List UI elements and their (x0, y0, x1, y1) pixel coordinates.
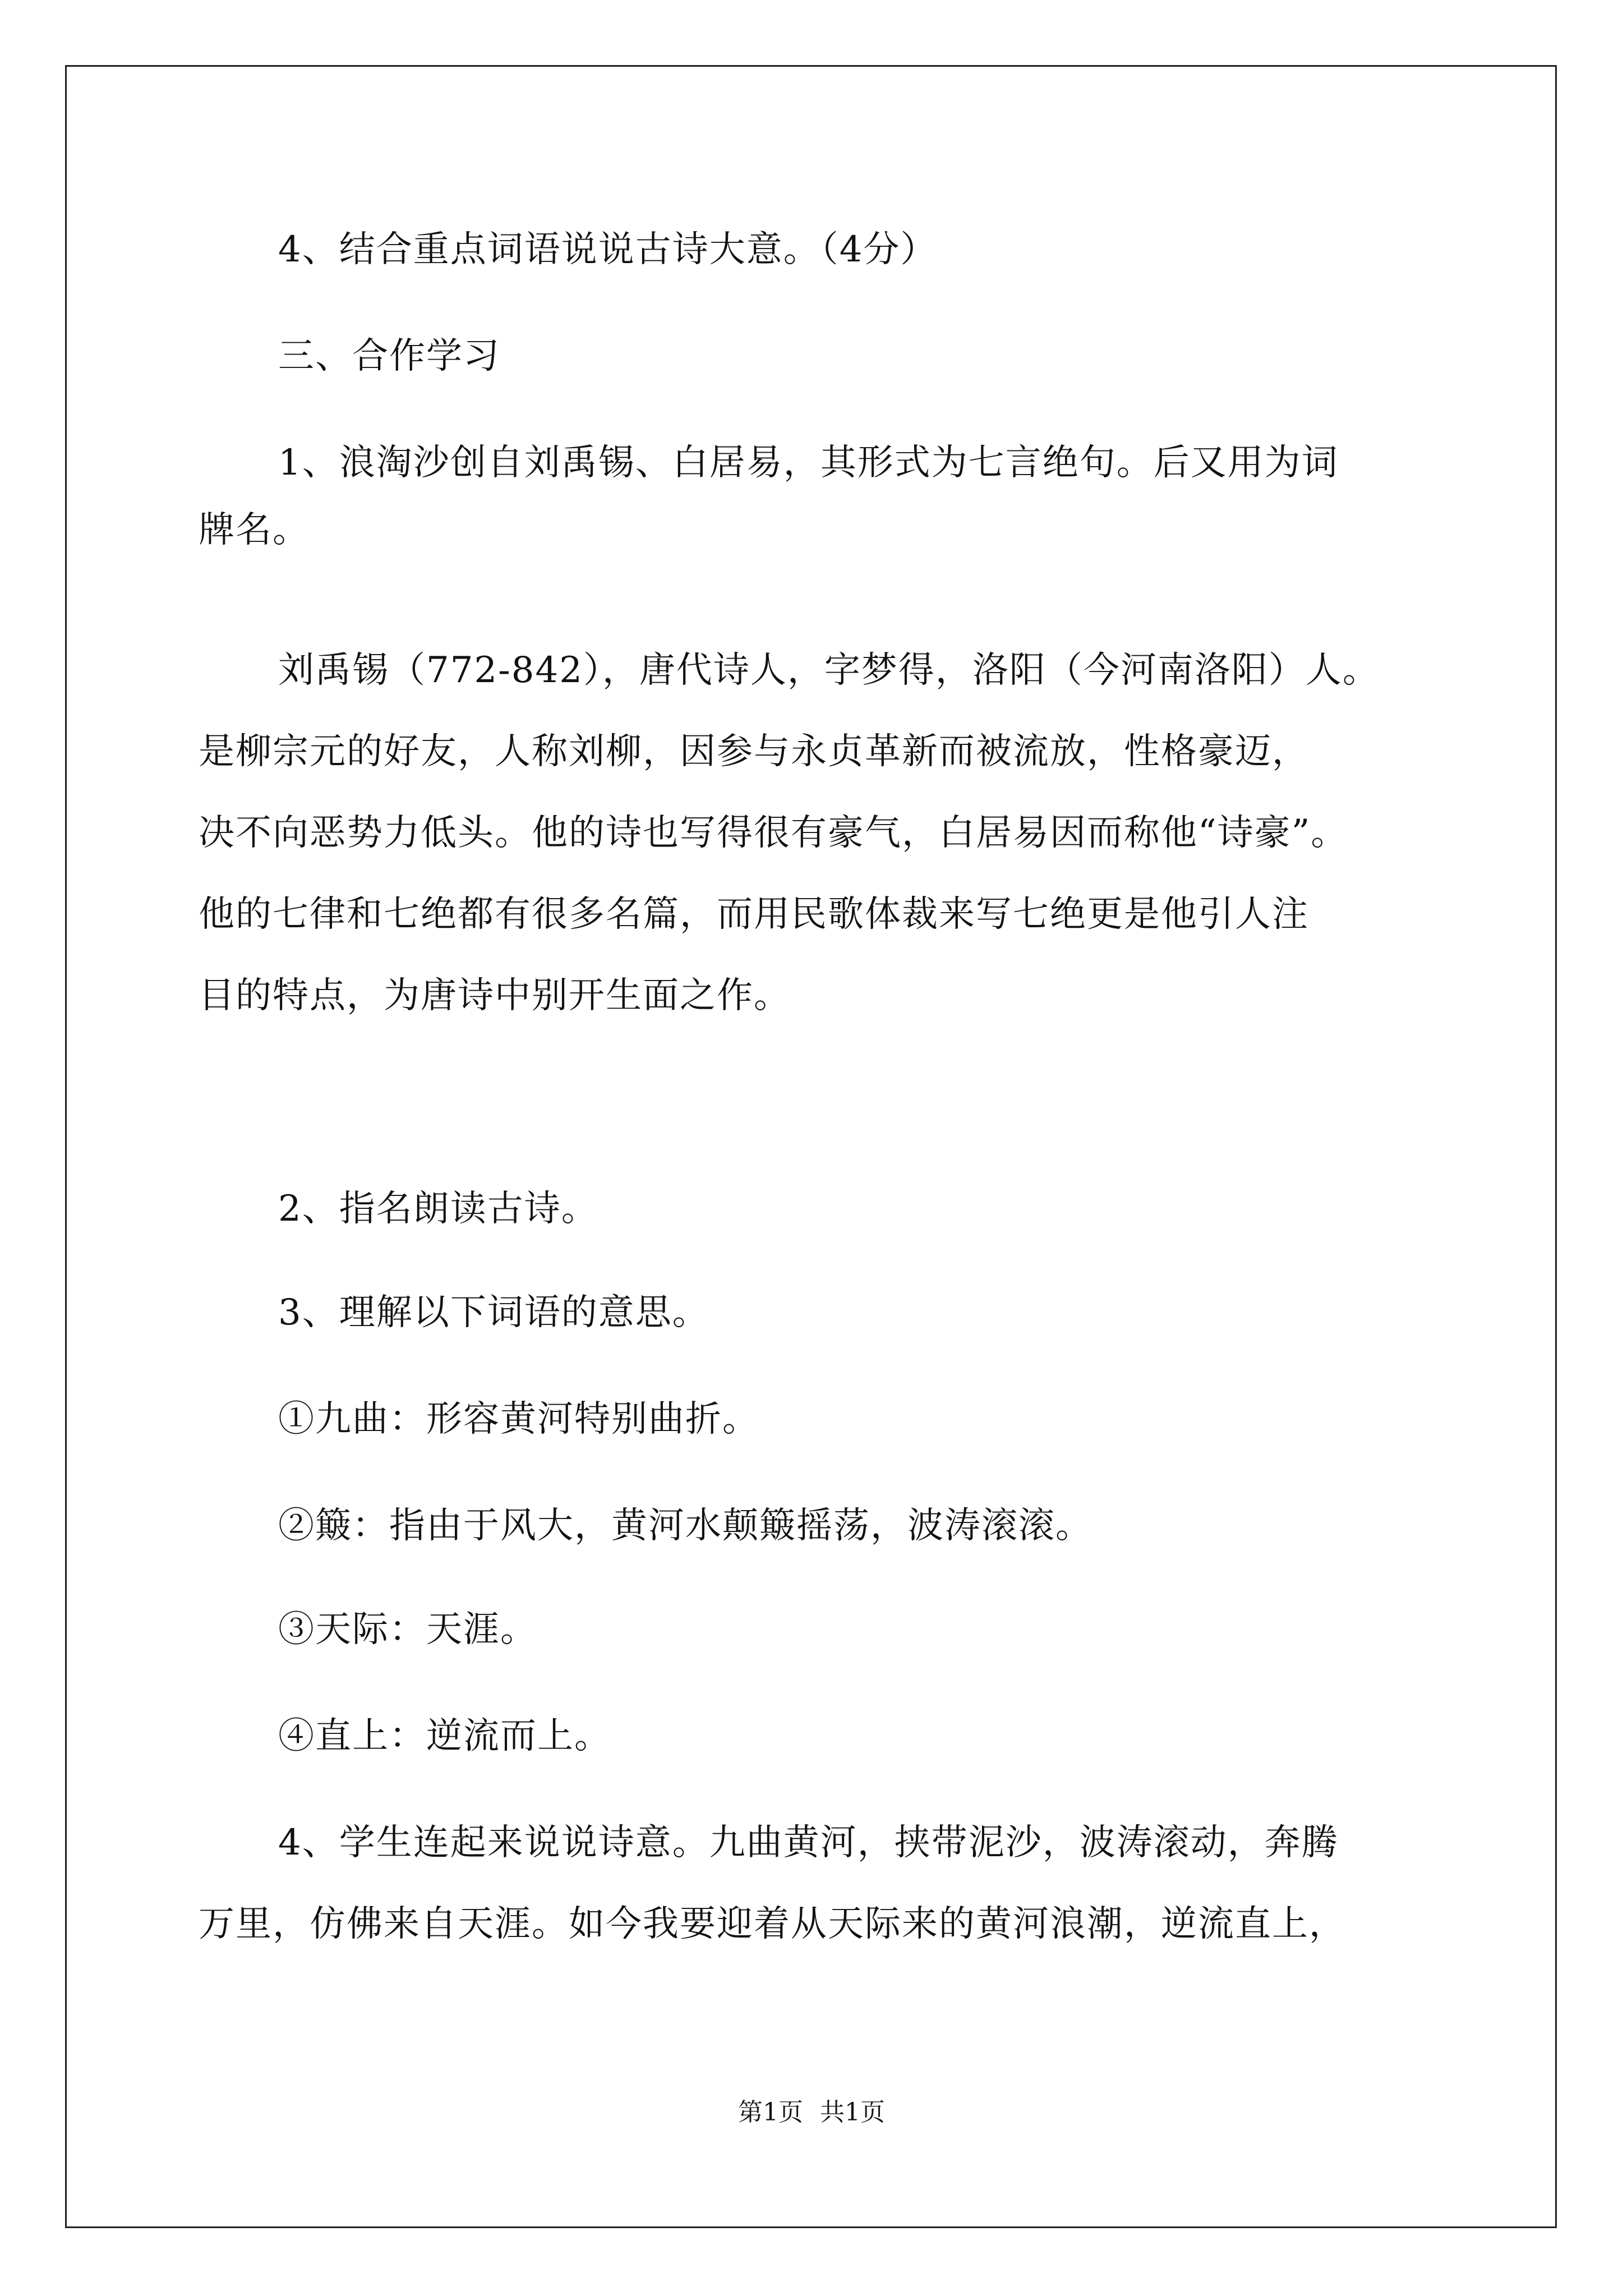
page-number: 第1页 (738, 2098, 803, 2127)
text-line: 3、理解以下词语的意思。 (278, 1292, 709, 1333)
text-line: ②簸：指由于风大，黄河水颠簸摇荡，波涛滚滚。 (278, 1505, 1092, 1547)
text-line: 刘禹锡（772-842），唐代诗人，字梦得，洛阳（今河南洛阳）人。 (278, 650, 1380, 691)
text-line: 2、指名朗读古诗。 (278, 1188, 598, 1230)
page-footer (0, 2097, 1623, 2128)
text-line: 牌名。 (199, 509, 310, 551)
text-line: ①九曲：形容黄河特别曲折。 (278, 1398, 759, 1440)
page-total: 共1页 (820, 2098, 885, 2127)
text-line: 万里，仿佛来自天涯。如今我要迎着从天际来的黄河浪潮，逆流直上， (199, 1903, 1346, 1945)
text-line: 4、结合重点词语说说古诗大意。（4分） (278, 229, 938, 270)
text-line: 是柳宗元的好友，人称刘柳，因参与永贞革新而被流放，性格豪迈， (199, 731, 1309, 772)
text-line: 4、学生连起来说说诗意。九曲黄河，挟带泥沙，波涛滚动，奔腾 (278, 1822, 1339, 1864)
text-line: ④直上：逆流而上。 (278, 1715, 611, 1757)
section-heading: 三、合作学习 (278, 335, 500, 377)
text-line: 1、浪淘沙创自刘禹锡、白居易，其形式为七言绝句。后又用为词 (278, 442, 1339, 484)
text-line: 决不向恶势力低头。他的诗也写得很有豪气，白居易因而称他“诗豪”。 (199, 812, 1348, 854)
text-line: 目的特点，为唐诗中别开生面之作。 (199, 975, 791, 1016)
text-line: 他的七律和七绝都有很多名篇，而用民歌体裁来写七绝更是他引人注 (199, 894, 1309, 935)
text-line: ③天际：天涯。 (278, 1609, 537, 1650)
